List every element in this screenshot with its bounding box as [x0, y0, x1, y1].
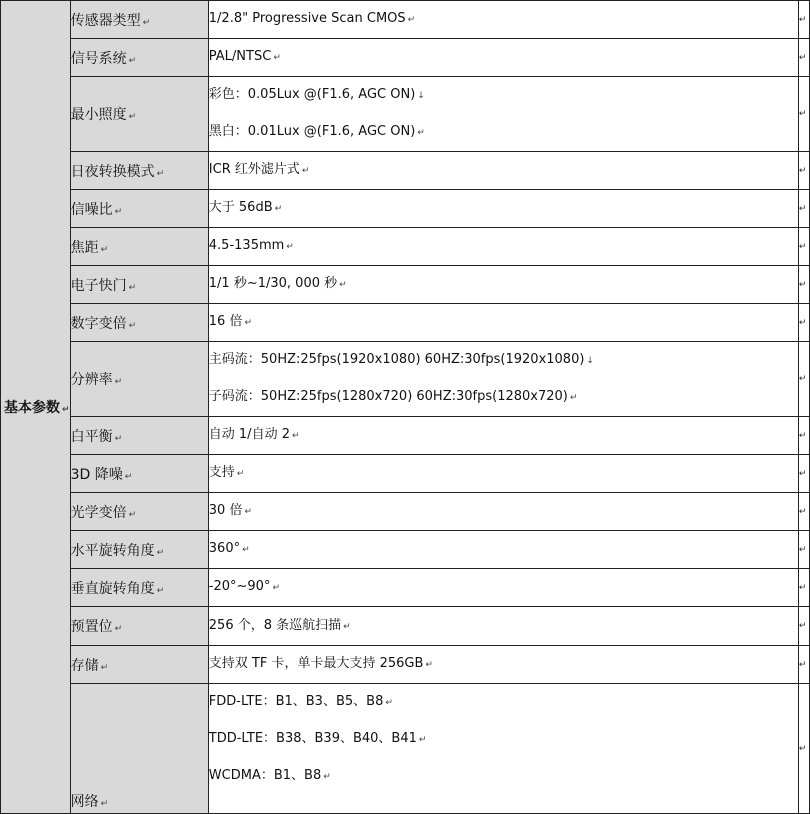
spec-row: [1, 77, 810, 152]
param-value: ICR 红外滤片式: [208, 162, 300, 177]
param-value: 彩色：0.05Lux @(F1.6, AGC ON): [208, 87, 416, 102]
spec-row: [1, 1, 810, 39]
spec-row: [1, 493, 810, 531]
param-label-cell: [70, 39, 208, 77]
param-label: 预置位: [70, 619, 113, 635]
param-value: 360°: [208, 541, 241, 556]
param-value-cell: [208, 455, 798, 493]
edge-cell: [798, 684, 809, 814]
param-label-cell: [70, 684, 208, 814]
param-value-line: [209, 1, 798, 38]
param-label-cell: [70, 455, 208, 493]
paragraph-mark: ↵: [418, 735, 427, 745]
paragraph-mark: ↵: [156, 585, 165, 596]
param-value-line: [209, 379, 798, 416]
param-label: 网络: [70, 794, 99, 810]
param-value-line: [209, 608, 798, 645]
edge-cell: [798, 569, 809, 607]
spec-row: [1, 266, 810, 304]
edge-mark: ↵: [798, 241, 807, 252]
param-value: 支持: [208, 465, 235, 480]
param-value-line: [209, 39, 798, 76]
paragraph-mark: ↵: [301, 166, 310, 176]
edge-mark: ↵: [798, 279, 807, 290]
paragraph-mark: ↵: [100, 244, 109, 255]
paragraph-mark: ↵: [385, 698, 393, 708]
spec-row: [1, 190, 810, 228]
param-label: 数字变倍: [70, 315, 127, 332]
edge-cell: [798, 607, 809, 646]
edge-mark: ↵: [798, 203, 807, 214]
param-value: TDD-LTE：B38、B39、B40、B41: [208, 731, 417, 746]
param-value-line: [209, 342, 798, 379]
edge-cell: [798, 417, 809, 455]
param-value-line: [209, 646, 798, 683]
edge-mark: ↵: [798, 14, 807, 25]
param-value-line: [209, 531, 798, 568]
param-label-cell: [70, 493, 208, 531]
paragraph-mark: ↵: [128, 112, 137, 122]
param-value-line: [209, 304, 798, 341]
paragraph-mark: ↵: [236, 469, 245, 479]
edge-cell: [798, 77, 809, 152]
param-value-line: [209, 266, 798, 303]
edge-mark: ↵: [798, 374, 807, 384]
paragraph-mark: ↵: [156, 168, 165, 179]
edge-mark: ↵: [798, 109, 807, 119]
param-value: 4.5-135mm: [208, 238, 285, 253]
spec-row: [1, 569, 810, 607]
param-label: 信噪比: [70, 201, 113, 218]
param-value-cell: [208, 569, 798, 607]
spec-row: [1, 304, 810, 342]
param-value-cell: [208, 304, 798, 342]
param-value-line: [209, 684, 798, 721]
paragraph-mark: ↵: [244, 507, 253, 517]
edge-mark: ↵: [798, 659, 807, 670]
edge-cell: [798, 228, 809, 266]
paragraph-mark: ↵: [273, 53, 281, 63]
spec-row: [1, 39, 810, 77]
spec-row: [1, 607, 810, 646]
paragraph-mark: ↵: [128, 282, 137, 293]
param-value-line: [209, 493, 798, 530]
edge-cell: [798, 1, 809, 39]
param-value: 1/1 秒~1/30, 000 秒: [208, 276, 338, 291]
param-label: 日夜转换模式: [70, 163, 155, 180]
param-value-line: [209, 455, 798, 492]
param-label-cell: [70, 417, 208, 455]
param-value-cell: [208, 493, 798, 531]
paragraph-mark: ↵: [417, 128, 425, 138]
spec-row: [1, 152, 810, 190]
param-value-cell: [208, 646, 798, 684]
param-value: 子码流：50HZ:25fps(1280x720) 60HZ:30fps(1280x720): [208, 389, 568, 404]
paragraph-mark: ↵: [114, 206, 123, 217]
param-label: 传感器类型: [70, 12, 141, 29]
param-value: 1/2.8" Progressive Scan CMOS: [208, 11, 406, 26]
param-label-cell: [70, 77, 208, 152]
paragraph-mark: ↵: [272, 583, 280, 593]
edge-mark: ↵: [798, 430, 807, 441]
spec-row: [1, 646, 810, 684]
paragraph-mark: ↵: [242, 545, 250, 555]
param-value: 30 倍: [208, 503, 243, 518]
edge-cell: [798, 39, 809, 77]
spec-row: [1, 228, 810, 266]
spec-row: [1, 684, 810, 814]
param-value-line: [209, 758, 798, 795]
param-label-cell: [70, 531, 208, 569]
paragraph-mark: ↵: [100, 799, 109, 809]
param-label-cell: [70, 569, 208, 607]
param-value-line: [209, 77, 798, 114]
param-label-cell: [70, 190, 208, 228]
edge-mark: ↵: [798, 621, 807, 631]
param-label: 存储: [70, 657, 99, 674]
paragraph-mark: ↵: [62, 405, 70, 415]
paragraph-mark: ↵: [156, 547, 165, 558]
param-value-cell: [208, 39, 798, 77]
param-value-cell: [208, 266, 798, 304]
category-text: 基本参数: [4, 400, 61, 416]
param-value: -20°~90°: [208, 579, 271, 594]
param-label: 最小照度: [70, 107, 127, 123]
param-label: 水平旋转角度: [70, 542, 155, 559]
edge-cell: [798, 531, 809, 569]
param-label-cell: [70, 152, 208, 190]
param-value-line: [209, 417, 798, 454]
paragraph-mark: ↵: [100, 662, 109, 673]
edge-cell: [798, 266, 809, 304]
paragraph-mark: ↵: [291, 431, 300, 441]
spec-row: [1, 342, 810, 417]
param-value: WCDMA：B1、B8: [208, 768, 322, 783]
paragraph-mark: ↵: [142, 17, 151, 28]
param-value-line: [209, 152, 798, 189]
param-value: 256 个，8 条巡航扫描: [208, 617, 342, 633]
edge-mark: ↵: [798, 506, 807, 517]
param-label-cell: [70, 342, 208, 417]
paragraph-mark: ↵: [114, 377, 123, 387]
param-value: 自动 1/自动 2: [208, 427, 290, 442]
paragraph-mark: ↵: [128, 509, 137, 520]
paragraph-mark: ↵: [425, 660, 433, 670]
param-label: 3D 降噪: [70, 466, 123, 483]
param-value: 大于 56dB: [208, 200, 273, 215]
paragraph-mark: ↵: [124, 471, 133, 482]
paragraph-mark: ↵: [407, 15, 416, 25]
param-label: 电子快门: [70, 277, 127, 294]
param-value: FDD-LTE：B1、B3、B5、B8: [208, 694, 384, 709]
paragraph-mark: ↵: [343, 621, 351, 632]
param-label-cell: [70, 266, 208, 304]
paragraph-mark: ↵: [128, 320, 137, 331]
edge-mark: ↵: [798, 544, 807, 555]
param-label: 分辨率: [70, 372, 113, 388]
edge-mark: ↵: [798, 468, 807, 479]
param-value-cell: [208, 77, 798, 152]
param-label: 光学变倍: [70, 504, 127, 521]
spec-table-body: [1, 1, 810, 814]
spec-row: [1, 417, 810, 455]
edge-mark: ↵: [798, 165, 807, 176]
param-value-cell: [208, 417, 798, 455]
param-value-line: [209, 721, 798, 758]
edge-cell: [798, 455, 809, 493]
paragraph-mark: ↵: [569, 393, 578, 403]
param-value-cell: [208, 152, 798, 190]
edge-mark: ↵: [798, 743, 807, 754]
param-value-cell: [208, 190, 798, 228]
paragraph-mark: ↵: [128, 55, 137, 66]
param-value-line: [209, 114, 798, 151]
param-value-line: [209, 190, 798, 227]
category-label: [1, 1, 71, 814]
edge-mark: ↵: [798, 52, 807, 63]
param-value: 黑白：0.01Lux @(F1.6, AGC ON): [208, 124, 416, 139]
param-value-cell: [208, 531, 798, 569]
param-value: 支持双 TF 卡，单卡最大支持 256GB: [208, 656, 424, 671]
spec-row: [1, 455, 810, 493]
line-break-mark: ↓: [586, 356, 594, 366]
paragraph-mark: ↵: [286, 242, 294, 252]
paragraph-mark: ↵: [339, 280, 347, 290]
edge-mark: ↵: [798, 582, 807, 593]
param-value-cell: [208, 228, 798, 266]
param-label: 信号系统: [70, 50, 127, 67]
paragraph-mark: ↵: [114, 624, 123, 634]
param-value-cell: [208, 607, 798, 646]
param-value-cell: [208, 684, 798, 814]
edge-cell: [798, 342, 809, 417]
param-value-cell: [208, 1, 798, 39]
param-label: 焦距: [70, 239, 99, 256]
spec-row: [1, 531, 810, 569]
param-label-cell: [70, 304, 208, 342]
edge-cell: [798, 304, 809, 342]
paragraph-mark: ↵: [114, 433, 123, 444]
param-value: 主码流：50HZ:25fps(1920x1080) 60HZ:30fps(1920x1080): [208, 352, 585, 367]
param-label-cell: [70, 1, 208, 39]
param-label-cell: [70, 607, 208, 646]
edge-cell: [798, 493, 809, 531]
paragraph-mark: ↵: [323, 772, 331, 782]
paragraph-mark: ↵: [244, 318, 253, 328]
param-value: 16 倍: [208, 314, 243, 329]
edge-cell: [798, 646, 809, 684]
param-value: PAL/NTSC: [208, 49, 272, 64]
param-label-cell: [70, 646, 208, 684]
param-label: 垂直旋转角度: [70, 580, 155, 597]
edge-cell: [798, 190, 809, 228]
paragraph-mark: ↵: [274, 204, 283, 214]
edge-cell: [798, 152, 809, 190]
edge-mark: ↵: [798, 317, 807, 328]
param-value-line: [209, 569, 798, 606]
param-label-cell: [70, 228, 208, 266]
line-break-mark: ↓: [417, 91, 425, 101]
param-value-cell: [208, 342, 798, 417]
param-value-line: [209, 228, 798, 265]
param-label: 白平衡: [70, 428, 113, 445]
